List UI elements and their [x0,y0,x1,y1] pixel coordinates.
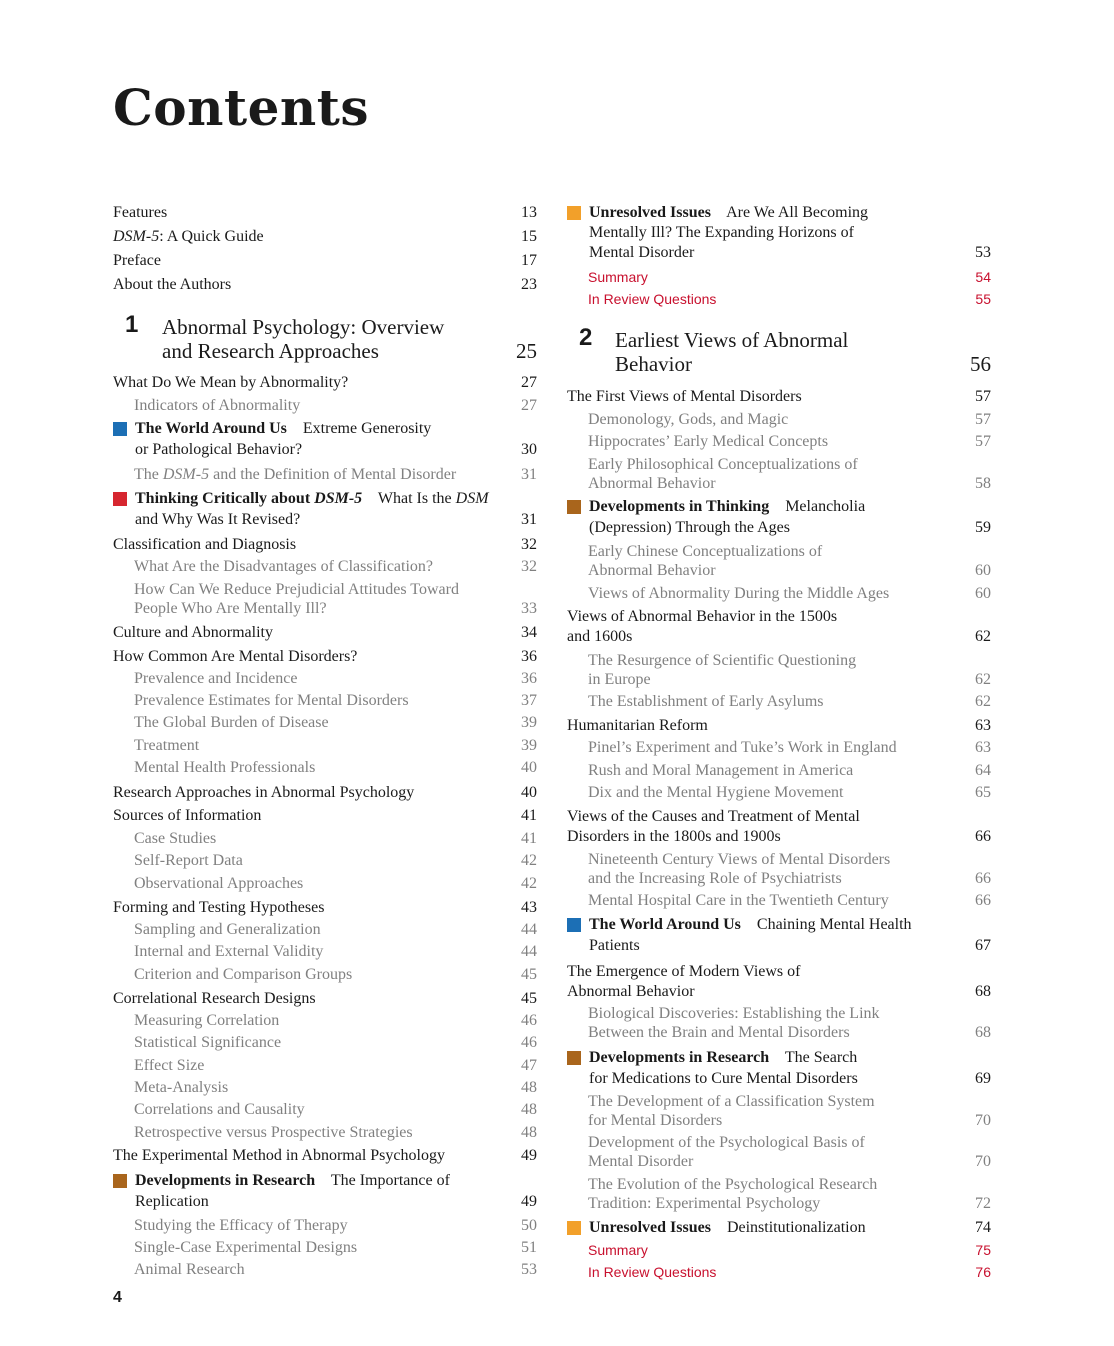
page-ref: 53 [975,244,991,261]
entry-title: Early Philosophical Conceptualizations of [588,456,858,473]
feature-marker-icon [567,1221,581,1235]
page-ref: 42 [521,875,537,892]
entry-title: The First Views of Mental Disorders [567,388,802,405]
feature-title: What Is the [377,490,456,507]
page-ref: 31 [521,511,537,528]
entry-title: Culture and Abnormality [113,624,273,641]
page-ref: 27 [521,397,537,414]
page-ref: 70 [975,1112,991,1129]
page-ref: 15 [521,228,537,245]
chapter-number: 1 [125,311,139,338]
entry-title: Humanitarian Reform [567,717,708,734]
entry-title-line: Mental Disorder [588,1153,694,1170]
page-ref: 57 [975,433,991,450]
entry-title: Retrospective versus Prospective Strategies [134,1124,413,1141]
feature-title: Melancholia [785,498,866,515]
page-ref: 41 [521,830,537,847]
entry-title: Features [113,204,168,221]
feature-line [135,419,431,438]
page-ref: 58 [975,475,991,492]
feature-title-line: (Depression) Through the Ages [589,519,790,536]
entry-title: Statistical Significance [134,1034,282,1051]
page-ref: 40 [521,784,537,801]
entry-title: Effect Size [134,1057,205,1074]
page-ref: 60 [975,585,991,602]
feature-title-line: Patients [589,937,640,954]
entry-title-line: Abnormal Behavior [588,562,716,579]
page-ref: 34 [521,624,537,641]
entry-title: Self-Report Data [134,852,243,869]
entry-title: Indicators of Abnormality [134,397,301,414]
entry-title: What Do We Mean by Abnormality? [113,374,349,391]
entry-title-line: and 1600s [567,628,633,645]
entry-title-pre: The [134,466,163,483]
feature-title-line: Mental Disorder [589,244,695,261]
feature-title-line: and Why Was It Revised? [135,511,301,528]
feature-marker-icon [567,1051,581,1065]
entry-title: Views of Abnormal Behavior in the 1500s [567,608,838,625]
entry-title-em: DSM-5 [162,466,210,483]
page-ref: 57 [975,411,991,428]
entry-title: Internal and External Validity [134,943,324,960]
page-ref: 65 [975,784,991,801]
page-ref: 60 [975,562,991,579]
chapter-title-line: Earliest Views of Abnormal [615,328,849,352]
page-ref: 50 [521,1217,537,1234]
feature-title: The Search [784,1049,858,1066]
feature-title-line: or Pathological Behavior? [135,441,303,458]
entry-title: Development of the Psychological Basis of [588,1134,865,1151]
entry-title: Prevalence and Incidence [134,670,298,687]
entry-title-line: Abnormal Behavior [567,983,695,1000]
page-ref: 49 [521,1147,537,1164]
page-ref: 42 [521,852,537,869]
feature-label: Developments in Research [135,1172,316,1189]
entry-title: In Review Questions [588,291,717,307]
entry-title: Nineteenth Century Views of Mental Disorders [588,851,891,868]
page-ref: 66 [975,892,991,909]
feature-title-line: Replication [135,1193,209,1210]
entry-title: Sampling and Generalization [134,921,321,938]
chapter-title-line: and Research Approaches [162,339,379,363]
page-ref: 39 [521,737,537,754]
entry-title: Forming and Testing Hypotheses [113,899,325,916]
entry-title: The Emergence of Modern Views of [567,963,801,980]
entry-title: Dix and the Mental Hygiene Movement [588,784,844,801]
feature-marker-icon [113,422,127,436]
entry-title-line: People Who Are Mentally Ill? [134,600,327,617]
feature-line [589,1218,866,1237]
entry-title: Meta-Analysis [134,1079,229,1096]
entry-title: Observational Approaches [134,875,304,892]
page-ref: 53 [521,1261,537,1278]
entry-title-line: Abnormal Behavior [588,475,716,492]
page-ref: 63 [975,717,991,734]
page-ref: 48 [521,1079,537,1096]
page-ref: 31 [521,466,537,483]
page-ref: 66 [975,870,991,887]
feature-label: Developments in Research [589,1049,770,1066]
entry-title: How Common Are Mental Disorders? [113,648,358,665]
feature-label: Unresolved Issues [589,204,711,221]
page-ref: 67 [975,937,991,954]
page-ref: 57 [975,388,991,405]
page-ref: 44 [521,943,537,960]
entry-title: What Are the Disadvantages of Classification? [134,558,434,575]
page-ref: 43 [521,899,537,916]
entry-title: Sources of Information [113,807,262,824]
feature-marker-icon [567,918,581,932]
entry-title: The Development of a Classification System [588,1093,875,1110]
feature-title: Are We All Becoming [726,204,869,221]
entry-title: Hippocrates’ Early Medical Concepts [588,433,829,450]
entry-title: Mental Health Professionals [134,759,316,776]
entry-title-line: Between the Brain and Mental Disorders [588,1024,850,1041]
feature-title-line: for Medications to Cure Mental Disorders [589,1070,858,1087]
page-ref: 48 [521,1101,537,1118]
page-ref: 63 [975,739,991,756]
page-ref: 55 [975,291,991,307]
page-ref: 76 [975,1264,991,1280]
page-ref: 39 [521,714,537,731]
page-ref: 36 [521,670,537,687]
entry-title-em: DSM-5 [113,228,160,245]
entry-title: Demonology, Gods, and Magic [588,411,789,428]
feature-line [135,1171,450,1190]
feature-title: Extreme Generosity [302,420,432,437]
entry-title: Studying the Efficacy of Therapy [134,1217,348,1234]
entry-title: About the Authors [113,276,232,293]
page-ref: 66 [975,828,991,845]
chapter-title-line: Abnormal Psychology: Overview [162,315,445,339]
page-ref: 46 [521,1034,537,1051]
page-ref: 49 [521,1193,537,1210]
page-ref: 40 [521,759,537,776]
page-ref: 48 [521,1124,537,1141]
entry-title: In Review Questions [588,1264,717,1280]
feature-label: Unresolved Issues [589,1219,711,1236]
page-ref: 72 [975,1195,991,1212]
entry-title: Prevalence Estimates for Mental Disorders [134,692,409,709]
entry-title [134,465,456,484]
entry-title: Correlational Research Designs [113,990,316,1007]
entry-title: Biological Discoveries: Establishing the Link [588,1005,880,1022]
entry-title: The Evolution of the Psychological Research [588,1176,878,1193]
entry-title: Criterion and Comparison Groups [134,966,353,983]
entry-title: Classification and Diagnosis [113,536,297,553]
entry-title: Case Studies [134,830,217,847]
page-ref: 32 [521,536,537,553]
chapter-title-line: Behavior [615,352,692,376]
entry-title: Treatment [134,737,200,754]
page-ref: 62 [975,671,991,688]
entry-title-line: in Europe [588,671,651,688]
page-ref: 64 [975,762,991,779]
page-ref: 36 [521,648,537,665]
page-ref: 32 [521,558,537,575]
feature-label: Developments in Thinking [589,498,770,515]
page-ref: 41 [521,807,537,824]
chapter-number: 2 [579,324,593,351]
entry-title: Views of Abnormality During the Middle Ages [588,585,890,602]
entry-title: Mental Hospital Care in the Twentieth Century [588,892,889,909]
feature-marker-icon [567,500,581,514]
entry-title-rest: and the Definition of Mental Disorder [209,466,457,483]
feature-line [135,489,489,508]
page-ref: 54 [975,269,991,285]
entry-title: Summary [588,1242,648,1258]
page-ref: 30 [521,441,537,458]
page-number: 4 [113,1289,122,1306]
page-ref: 62 [975,628,991,645]
entry-title: Preface [113,252,161,269]
entry-title: Animal Research [134,1261,245,1278]
entry-title-line: for Mental Disorders [588,1112,723,1129]
entry-title: Correlations and Causality [134,1101,305,1118]
feature-label: The World Around Us [135,420,287,437]
entry-title: Early Chinese Conceptualizations of [588,543,823,560]
feature-title-line: Mentally Ill? The Expanding Horizons of [589,224,854,241]
feature-label-em: DSM-5 [314,490,363,507]
page-ref: 69 [975,1070,991,1087]
entry-title-rest: : A Quick Guide [159,228,264,245]
page-ref: 45 [521,966,537,983]
entry-title-line: Tradition: Experimental Psychology [588,1195,821,1212]
page-ref: 17 [521,252,537,269]
entry-title: Measuring Correlation [134,1012,280,1029]
entry-title: Single-Case Experimental Designs [134,1239,358,1256]
page-title: Contents [113,78,370,137]
entry-title-line: Disorders in the 1800s and 1900s [567,828,781,845]
feature-title: Deinstitutionalization [726,1219,866,1236]
feature-line [589,1048,857,1067]
feature-title: Chaining Mental Health [756,916,912,933]
entry-title: The Experimental Method in Abnormal Psychology [113,1147,445,1164]
entry-title: Rush and Moral Management in America [588,762,854,779]
chapter-page: 25 [516,339,537,363]
feature-label [135,490,362,507]
page-ref: 74 [975,1219,991,1236]
page-ref: 33 [521,600,537,617]
feature-line [589,915,912,934]
entry-title: Summary [588,269,648,285]
feature-line [589,203,868,222]
feature-line [589,497,865,516]
page-ref: 47 [521,1057,537,1074]
page-ref: 68 [975,1024,991,1041]
page-ref: 68 [975,983,991,1000]
page-ref: 75 [975,1242,991,1258]
entry-title-line: and the Increasing Role of Psychiatrists [588,870,842,887]
entry-title: The Establishment of Early Asylums [588,693,824,710]
page-ref: 37 [521,692,537,709]
page-ref: 51 [521,1239,537,1256]
entry-title: The Resurgence of Scientific Questioning [588,652,857,669]
feature-label: The World Around Us [589,916,741,933]
page-ref: 59 [975,519,991,536]
page-ref: 27 [521,374,537,391]
feature-title: The Importance of [330,1172,450,1189]
entry-title [113,227,264,246]
feature-marker-icon [113,1174,127,1188]
feature-marker-icon [567,206,581,220]
chapter-page: 56 [970,352,991,376]
feature-label-text: Thinking Critically about [135,490,315,507]
entry-title: How Can We Reduce Prejudicial Attitudes Toward [134,581,459,598]
entry-title: Views of the Causes and Treatment of Mental [567,808,860,825]
page-ref: 44 [521,921,537,938]
feature-marker-icon [113,492,127,506]
entry-title: Research Approaches in Abnormal Psychology [113,784,415,801]
page-ref: 23 [521,276,537,293]
page-ref: 62 [975,693,991,710]
page-ref: 45 [521,990,537,1007]
entry-title: The Global Burden of Disease [134,714,329,731]
page-ref: 13 [521,204,537,221]
feature-title-em: DSM [455,490,489,507]
entry-title: Pinel’s Experiment and Tuke’s Work in England [588,739,897,756]
page-ref: 46 [521,1012,537,1029]
page-ref: 70 [975,1153,991,1170]
